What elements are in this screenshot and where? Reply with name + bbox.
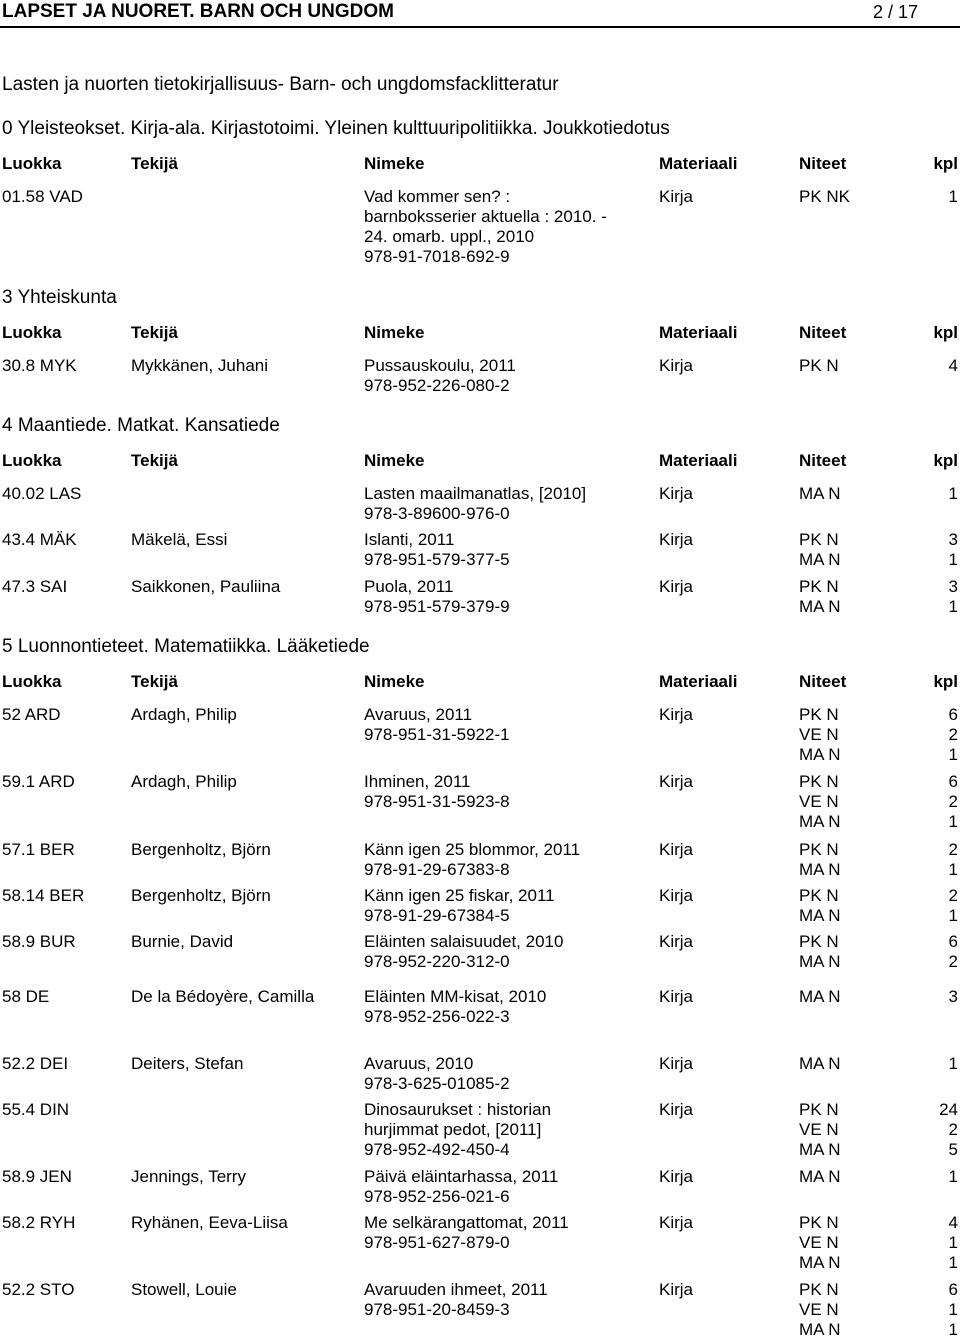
entry-isbn: 978-3-89600-976-0	[364, 504, 510, 523]
entry-author: Bergenholtz, Björn	[131, 886, 271, 905]
entry-material: Kirja	[659, 1054, 694, 1073]
entry-copies-locations	[799, 530, 841, 570]
entry-title-block	[364, 530, 510, 570]
entry-copies-locations	[799, 1167, 841, 1187]
entry-material: Kirja	[659, 705, 694, 724]
entry-title-block	[364, 886, 555, 926]
entry-location: PK NK	[799, 187, 851, 206]
entry-location: MA N	[799, 1167, 841, 1186]
entry-class-code: 58.2 RYH	[2, 1213, 76, 1232]
entry-material: Kirja	[659, 886, 694, 905]
entry-isbn: 978-951-20-8459-3	[364, 1300, 510, 1319]
entry-title-line: Känn igen 25 blommor, 2011	[364, 840, 581, 859]
entry-copies-locations	[799, 187, 850, 207]
entry-count: 3	[948, 530, 958, 549]
entry-count: 2	[948, 886, 958, 905]
entry-title-block	[364, 1100, 551, 1160]
column-header-materiaali: Materiaali	[659, 154, 738, 173]
entry-title-line: Känn igen 25 fiskar, 2011	[364, 886, 555, 905]
entry-count: 1	[948, 860, 958, 879]
entry-location: PK N	[799, 1280, 839, 1299]
column-header-luokka: Luokka	[2, 451, 62, 470]
column-header-row	[0, 153, 960, 177]
entry-location: MA N	[799, 597, 841, 616]
entry-copies-locations	[799, 705, 841, 765]
entry-title-line: Pussauskoulu, 2011	[364, 356, 516, 375]
entry-title-block	[364, 187, 607, 267]
entry-location: MA N	[799, 1253, 841, 1272]
entry-count: 2	[948, 952, 958, 971]
entry-copies-locations	[799, 356, 839, 376]
entry-title-block	[364, 772, 510, 812]
entry-counts	[939, 1100, 958, 1160]
entry-location: PK N	[799, 530, 839, 549]
column-header-row	[0, 450, 960, 474]
entry-material: Kirja	[659, 987, 694, 1006]
entry-location: PK N	[799, 577, 839, 596]
entry-copies-locations	[799, 886, 841, 926]
entry-location: PK N	[799, 1100, 839, 1119]
entry-class-code: 59.1 ARD	[2, 772, 75, 791]
column-header-niteet: Niteet	[799, 672, 847, 691]
column-header-tekija: Tekijä	[131, 451, 178, 470]
entry-title-line: Dinosaurukset : historian	[364, 1100, 552, 1119]
entry-counts	[949, 1280, 958, 1340]
entry-location: MA N	[799, 860, 841, 879]
section-title: 0 Yleisteokset. Kirja-ala. Kirjastotoimi. Yleinen kulttuuripolitiikka. Joukkotiedotus	[2, 118, 670, 139]
entry-count: 1	[948, 597, 958, 616]
entry-title-line: Eläinten MM-kisat, 2010	[364, 987, 547, 1006]
entry-class-code: 58.9 BUR	[2, 932, 76, 951]
entry-copies-locations	[799, 987, 841, 1007]
entry-author: Ryhänen, Eeva-Liisa	[131, 1213, 288, 1232]
entry-isbn: 978-91-29-67383-8	[364, 860, 510, 879]
entry-location: PK N	[799, 932, 839, 951]
header-rule	[0, 26, 960, 28]
entry-material: Kirja	[659, 1280, 694, 1299]
section-title: 4 Maantiede. Matkat. Kansatiede	[2, 415, 280, 436]
entry-count: 5	[948, 1140, 958, 1159]
entry-count: 1	[948, 1233, 958, 1252]
entry-class-code: 47.3 SAI	[2, 577, 68, 596]
entry-counts	[949, 772, 958, 832]
column-header-luokka: Luokka	[2, 154, 62, 173]
entry-counts	[949, 932, 958, 972]
entry-counts	[949, 484, 958, 504]
entry-material: Kirja	[659, 530, 694, 549]
column-header-kpl: kpl	[933, 154, 958, 173]
entry-author: Mykkänen, Juhani	[131, 356, 269, 375]
entry-counts	[949, 987, 958, 1007]
column-header-kpl: kpl	[933, 323, 958, 342]
entry-location: MA N	[799, 484, 841, 503]
entry-count: 6	[948, 932, 958, 951]
entry-count: 1	[948, 1167, 958, 1186]
entry-location: VE N	[799, 725, 839, 744]
column-header-niteet: Niteet	[799, 323, 847, 342]
entry-location: MA N	[799, 745, 841, 764]
entry-location: PK N	[799, 1213, 839, 1232]
entry-isbn: 978-952-492-450-4	[364, 1140, 510, 1159]
entry-copies-locations	[799, 1213, 841, 1273]
column-header-tekija: Tekijä	[131, 672, 178, 691]
entry-title-block	[364, 705, 510, 745]
entry-title-block	[364, 932, 563, 972]
entry-title-block	[364, 1213, 569, 1253]
entry-title-block	[364, 840, 580, 880]
entry-location: VE N	[799, 1300, 839, 1319]
entry-counts	[949, 1213, 958, 1273]
entry-location: MA N	[799, 1054, 841, 1073]
entry-counts	[949, 886, 958, 926]
entry-count: 1	[948, 745, 958, 764]
entry-title-line: barnboksserier aktuella : 2010. -	[364, 207, 607, 226]
entry-title-block	[364, 356, 516, 396]
entry-author: Saikkonen, Pauliina	[131, 577, 281, 596]
entry-author: Mäkelä, Essi	[131, 530, 228, 549]
entry-count: 2	[948, 725, 958, 744]
page-header	[0, 0, 960, 30]
entry-count: 1	[948, 812, 958, 831]
entry-location: MA N	[799, 1320, 841, 1339]
entry-title-line: Avaruus, 2010	[364, 1054, 474, 1073]
entry-author: Ardagh, Philip	[131, 772, 237, 791]
entry-count: 3	[948, 577, 958, 596]
entry-count: 1	[948, 187, 958, 206]
entry-count: 1	[948, 906, 958, 925]
column-header-row	[0, 322, 960, 346]
entry-location: PK N	[799, 772, 839, 791]
entry-author: De la Bédoyère, Camilla	[131, 987, 315, 1006]
entry-counts	[949, 187, 958, 207]
entry-count: 2	[948, 792, 958, 811]
entry-location: MA N	[799, 812, 841, 831]
entry-class-code: 55.4 DIN	[2, 1100, 70, 1119]
column-header-nimeke: Nimeke	[364, 323, 425, 342]
entry-isbn: 978-951-31-5923-8	[364, 792, 510, 811]
entry-material: Kirja	[659, 772, 694, 791]
column-header-materiaali: Materiaali	[659, 323, 738, 342]
page-heading: Lasten ja nuorten tietokirjallisuus- Barn- och ungdomsfacklitteratur	[2, 74, 559, 95]
entry-location: PK N	[799, 356, 839, 375]
entry-author: Burnie, David	[131, 932, 234, 951]
entry-class-code: 58.14 BER	[2, 886, 85, 905]
entry-counts	[949, 1054, 958, 1074]
entry-copies-locations	[799, 840, 841, 880]
entry-title-line: Islanti, 2011	[364, 530, 455, 549]
entry-title-line: Lasten maailmanatlas, [2010]	[364, 484, 587, 503]
column-header-niteet: Niteet	[799, 154, 847, 173]
entry-title-line: Avaruus, 2011	[364, 705, 473, 724]
entry-title-line: Eläinten salaisuudet, 2010	[364, 932, 564, 951]
section-title: 3 Yhteiskunta	[2, 287, 117, 308]
entry-counts	[949, 356, 958, 376]
entry-title-block	[364, 577, 510, 617]
entry-location: MA N	[799, 952, 841, 971]
entry-isbn: 978-952-256-021-6	[364, 1187, 510, 1206]
entry-material: Kirja	[659, 932, 694, 951]
entry-location: PK N	[799, 886, 839, 905]
column-header-niteet: Niteet	[799, 451, 847, 470]
entry-title-line: Avaruuden ihmeet, 2011	[364, 1280, 548, 1299]
column-header-tekija: Tekijä	[131, 154, 178, 173]
entry-copies-locations	[799, 1280, 841, 1340]
entry-count: 6	[948, 1280, 958, 1299]
entry-class-code: 40.02 LAS	[2, 484, 82, 503]
entry-count: 3	[948, 987, 958, 1006]
entry-count: 2	[948, 1120, 958, 1139]
column-header-luokka: Luokka	[2, 672, 62, 691]
entry-title-line: Vad kommer sen? :	[364, 187, 511, 206]
entry-location: MA N	[799, 906, 841, 925]
entry-title-line: Puola, 2011	[364, 577, 454, 596]
entry-material: Kirja	[659, 840, 694, 859]
entry-title-block	[364, 1054, 510, 1094]
entry-isbn: 978-951-627-879-0	[364, 1233, 510, 1252]
entry-count: 4	[948, 1213, 958, 1232]
column-header-luokka: Luokka	[2, 323, 62, 342]
entry-class-code: 01.58 VAD	[2, 187, 83, 206]
entry-isbn: 978-3-625-01085-2	[364, 1074, 510, 1093]
entry-count: 1	[948, 1253, 958, 1272]
entry-class-code: 52.2 STO	[2, 1280, 75, 1299]
entry-title-line: hurjimmat pedot, [2011]	[364, 1120, 542, 1139]
entry-material: Kirja	[659, 1167, 694, 1186]
column-header-nimeke: Nimeke	[364, 672, 425, 691]
entry-count: 6	[948, 705, 958, 724]
entry-counts	[949, 577, 958, 617]
entry-count: 6	[948, 772, 958, 791]
entry-copies-locations	[799, 577, 841, 617]
entry-class-code: 30.8 MYK	[2, 356, 77, 375]
entry-title-line: 24. omarb. uppl., 2010	[364, 227, 535, 246]
entry-title-block	[364, 987, 546, 1027]
entry-count: 1	[948, 550, 958, 569]
entry-counts	[949, 840, 958, 880]
entry-copies-locations	[799, 1054, 841, 1074]
entry-material: Kirja	[659, 187, 694, 206]
column-header-nimeke: Nimeke	[364, 451, 425, 470]
entry-author: Jennings, Terry	[131, 1167, 246, 1186]
column-header-materiaali: Materiaali	[659, 451, 738, 470]
entry-material: Kirja	[659, 356, 694, 375]
entry-count: 1	[948, 1300, 958, 1319]
column-header-kpl: kpl	[933, 672, 958, 691]
entry-author: Deiters, Stefan	[131, 1054, 244, 1073]
entry-title-line: Ihminen, 2011	[364, 772, 471, 791]
entry-title-line: Me selkärangattomat, 2011	[364, 1213, 569, 1232]
entry-count: 4	[948, 356, 958, 375]
entry-isbn: 978-951-579-379-9	[364, 597, 510, 616]
entry-isbn: 978-952-220-312-0	[364, 952, 510, 971]
entry-isbn: 978-951-579-377-5	[364, 550, 510, 569]
entry-location: VE N	[799, 1233, 839, 1252]
entry-isbn: 978-91-29-67384-5	[364, 906, 510, 925]
entry-isbn: 978-952-256-022-3	[364, 1007, 510, 1026]
entry-counts	[949, 1167, 958, 1187]
entry-material: Kirja	[659, 577, 694, 596]
column-header-kpl: kpl	[933, 451, 958, 470]
entry-location: VE N	[799, 792, 839, 811]
entry-counts	[949, 705, 958, 765]
entry-title-block	[364, 1280, 548, 1320]
entry-location: MA N	[799, 987, 841, 1006]
entry-isbn: 978-952-226-080-2	[364, 376, 510, 395]
entry-class-code: 58.9 JEN	[2, 1167, 72, 1186]
entry-author: Bergenholtz, Björn	[131, 840, 271, 859]
entry-material: Kirja	[659, 1213, 694, 1232]
column-header-row	[0, 671, 960, 695]
entry-title-block	[364, 1167, 558, 1207]
entry-isbn: 978-951-31-5922-1	[364, 725, 510, 744]
header-title: LAPSET JA NUORET. BARN OCH UNGDOM	[2, 1, 394, 22]
entry-title-line: Päivä eläintarhassa, 2011	[364, 1167, 559, 1186]
entry-location: MA N	[799, 550, 841, 569]
entry-count: 1	[948, 484, 958, 503]
entry-copies-locations	[799, 484, 841, 504]
entry-author: Stowell, Louie	[131, 1280, 237, 1299]
entry-location: MA N	[799, 1140, 841, 1159]
entry-location: PK N	[799, 705, 839, 724]
entry-class-code: 52.2 DEI	[2, 1054, 69, 1073]
entry-count: 2	[948, 840, 958, 859]
entry-copies-locations	[799, 772, 841, 832]
entry-copies-locations	[799, 932, 841, 972]
entry-location: PK N	[799, 840, 839, 859]
entry-class-code: 43.4 MÄK	[2, 530, 77, 549]
entry-class-code: 58 DE	[2, 987, 50, 1006]
entry-copies-locations	[799, 1100, 841, 1160]
column-header-materiaali: Materiaali	[659, 672, 738, 691]
page-number: 2 / 17	[872, 2, 918, 22]
entry-author: Ardagh, Philip	[131, 705, 237, 724]
entry-counts	[949, 530, 958, 570]
section-title: 5 Luonnontieteet. Matematiikka. Lääketiede	[2, 636, 370, 657]
entry-class-code: 52 ARD	[2, 705, 61, 724]
entry-count: 1	[948, 1054, 958, 1073]
column-header-nimeke: Nimeke	[364, 154, 425, 173]
entry-title-block	[364, 484, 586, 524]
entry-location: VE N	[799, 1120, 839, 1139]
entry-class-code: 57.1 BER	[2, 840, 75, 859]
column-header-tekija: Tekijä	[131, 323, 178, 342]
entry-material: Kirja	[659, 1100, 694, 1119]
entry-isbn: 978-91-7018-692-9	[364, 247, 510, 266]
entry-material: Kirja	[659, 484, 694, 503]
entry-count: 1	[948, 1320, 958, 1339]
entry-count: 24	[939, 1100, 958, 1119]
